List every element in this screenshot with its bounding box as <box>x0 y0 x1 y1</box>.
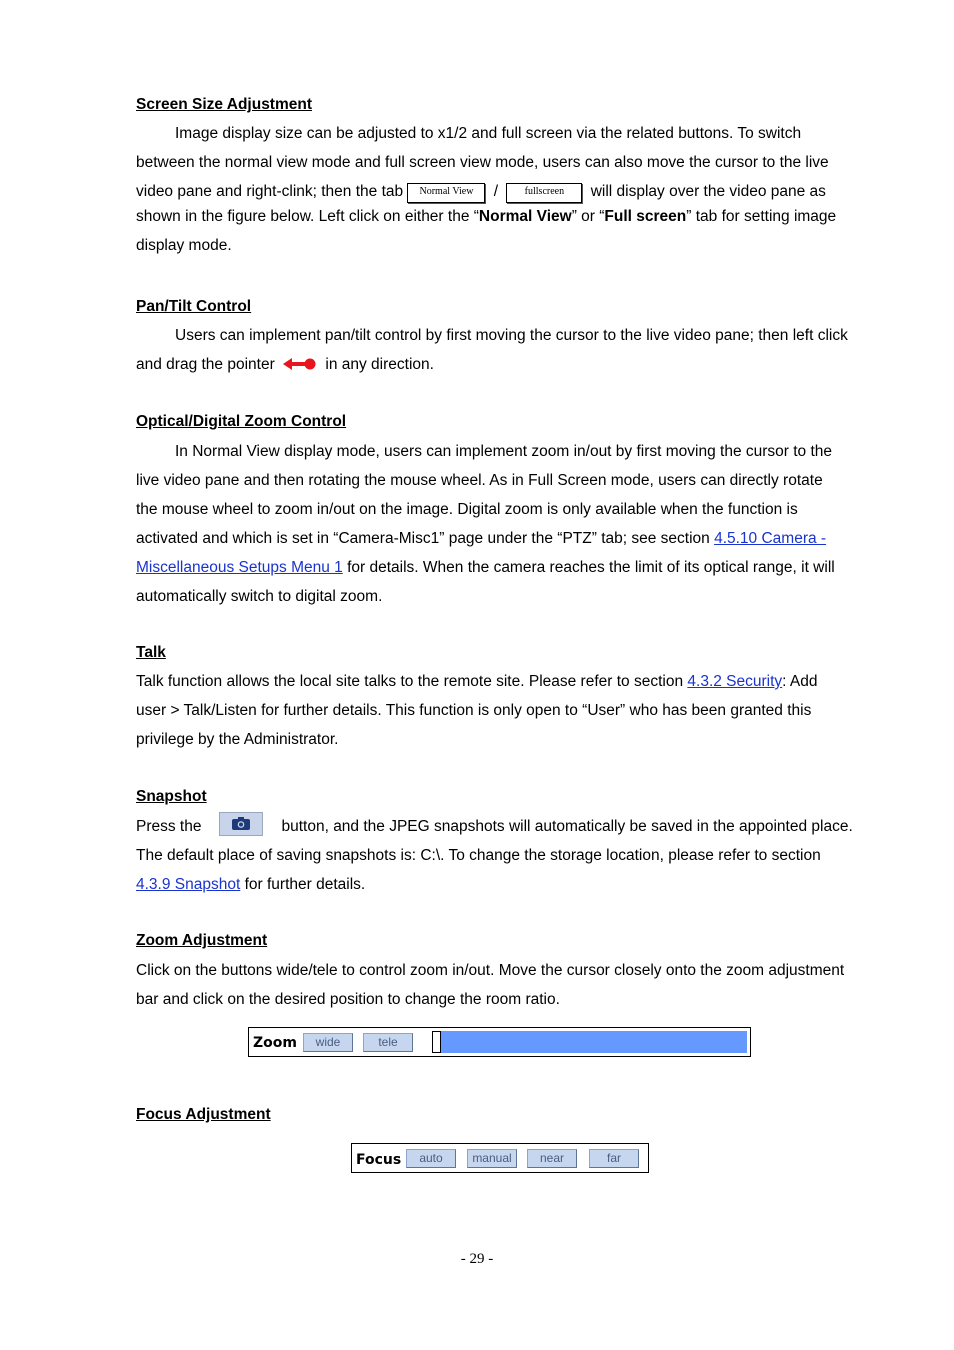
text-line: privilege by the Administrator. <box>136 731 339 748</box>
zoom-adjustment-bar[interactable] <box>439 1031 747 1053</box>
text-run: activated and which is set in “Camera-Misc1” page under the “PTZ” tab; see section <box>136 530 715 547</box>
text-run: for further details. <box>240 876 366 893</box>
near-button[interactable]: near <box>527 1149 577 1168</box>
paragraph-talk <box>136 667 864 754</box>
text-run: Press the <box>136 818 202 835</box>
text-run: ” tab for setting image <box>686 208 837 225</box>
text-run: shown in the figure below. Left click on either the “ <box>136 208 479 225</box>
paragraph-zoom-control <box>136 437 864 611</box>
text-line: display mode. <box>136 237 232 254</box>
focus-panel <box>351 1143 649 1173</box>
text-line: between the normal view mode and full screen view mode, users can also move the cursor to the live <box>136 154 829 171</box>
text-line: The default place of saving snapshots is: C:\. To change the storage location, please refer to section <box>136 847 821 864</box>
fullscreen-tab: fullscreen <box>506 183 582 203</box>
text-line: will display over the video pane as <box>590 183 826 200</box>
paragraph-screen-size <box>136 119 864 260</box>
auto-button[interactable]: auto <box>406 1149 456 1168</box>
link-security[interactable]: 4.3.2 Security <box>687 673 783 690</box>
link-snapshot[interactable]: 4.3.9 Snapshot <box>136 876 241 893</box>
text-line: live video pane and then rotating the mouse wheel. As in Full Screen mode, users can directly rotate <box>136 472 823 489</box>
text-run: Talk function allows the local site talks to the remote site. Please refer to section <box>136 673 688 690</box>
text-line: automatically switch to digital zoom. <box>136 588 383 605</box>
focus-label: Focus <box>356 1152 402 1168</box>
paragraph-pan-tilt <box>136 321 864 379</box>
text-run: button, and the JPEG snapshots will automatically be saved in the appointed place. <box>281 818 853 835</box>
text-run: : Add <box>782 673 818 690</box>
text-run: in any direction. <box>325 356 434 373</box>
heading-focus-adjustment: Focus Adjustment <box>136 1106 271 1123</box>
heading-screen-size: Screen Size Adjustment <box>136 96 313 113</box>
zoom-panel <box>248 1027 751 1057</box>
text-run: ” or “ <box>571 208 605 225</box>
wide-button[interactable]: wide <box>303 1033 353 1052</box>
tele-button[interactable]: tele <box>363 1033 413 1052</box>
text-run: and drag the pointer <box>136 356 275 373</box>
text-line: In Normal View display mode, users can implement zoom in/out by first moving the cursor to the <box>175 443 833 460</box>
link-camera-misc-cont[interactable]: Miscellaneous Setups Menu 1 <box>136 559 343 576</box>
zoom-slider-handle[interactable] <box>432 1031 441 1053</box>
heading-zoom-control: Optical/Digital Zoom Control <box>136 413 347 430</box>
heading-zoom-adjustment: Zoom Adjustment <box>136 932 268 949</box>
paragraph-zoom-adjustment <box>136 956 864 1014</box>
text-line: user > Talk/Listen for further details. This function is only open to “User” who has been granted this <box>136 702 812 719</box>
snapshot-camera-button <box>219 812 263 836</box>
text-line: Image display size can be adjusted to x1/2 and full screen via the related buttons. To switch <box>175 125 802 142</box>
paragraph-snapshot <box>136 812 876 899</box>
far-button[interactable]: far <box>589 1149 639 1168</box>
text-bold: Full screen <box>604 208 687 225</box>
text-line: Users can implement pan/tilt control by first moving the cursor to the live video pane; then left click <box>175 327 848 344</box>
pointer-arrow-icon <box>283 352 317 366</box>
text-bold: Normal View <box>478 208 572 225</box>
text-line: the mouse wheel to zoom in/out on the image. Digital zoom is only available when the function is <box>136 501 798 518</box>
text-line: bar and click on the desired position to change the room ratio. <box>136 991 560 1008</box>
page-number: - 29 - <box>460 1251 494 1267</box>
heading-talk: Talk <box>136 644 166 661</box>
text-run: for details. When the camera reaches the limit of its optical range, it will <box>342 559 835 576</box>
link-camera-misc[interactable]: 4.5.10 Camera - <box>714 530 827 547</box>
normal-view-tab: Normal View <box>407 183 485 203</box>
zoom-label: Zoom <box>253 1035 297 1051</box>
heading-pan-tilt: Pan/Tilt Control <box>136 298 252 315</box>
text-line: video pane and right-clink; then the tab <box>136 183 404 200</box>
slash: / <box>493 183 499 200</box>
text-line: Click on the buttons wide/tele to control zoom in/out. Move the cursor closely onto the zoom adjustment <box>136 962 845 979</box>
manual-button[interactable]: manual <box>467 1149 517 1168</box>
heading-snapshot: Snapshot <box>136 788 207 805</box>
